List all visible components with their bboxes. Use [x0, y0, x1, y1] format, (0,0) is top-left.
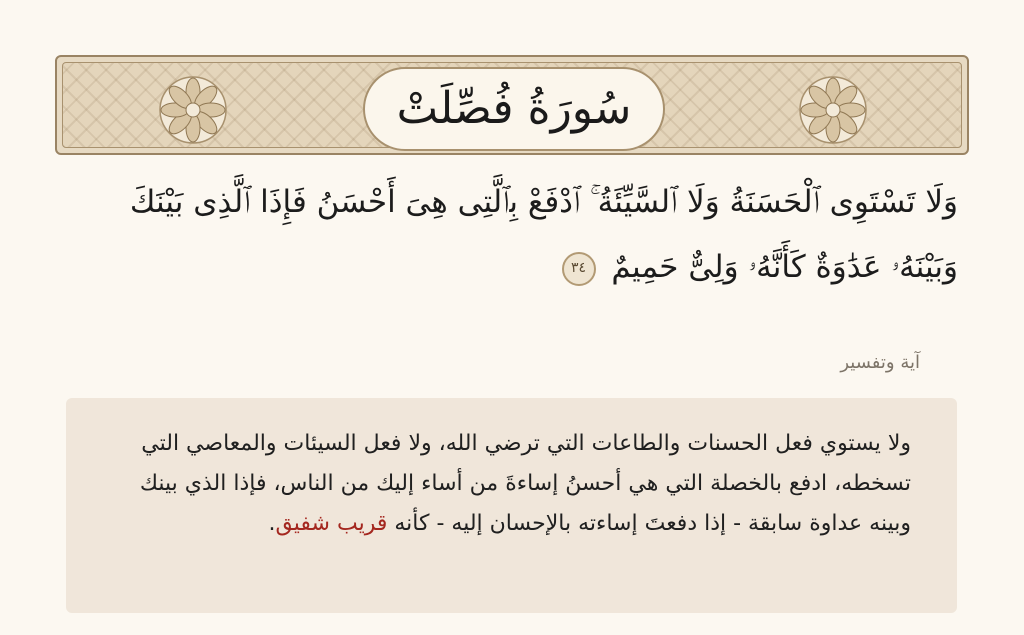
- surah-title-cartouche: [363, 67, 665, 151]
- tafsir-highlight-text: قريب شفيق: [275, 511, 388, 536]
- verse-text: وَلَا تَسْتَوِى ٱلْحَسَنَةُ وَلَا ٱلسَّيِّئَةُ ۚ ٱدْفَعْ بِٱلَّتِى هِىَ أَحْسَنُ فَإِذَا ٱلَّذِى بَيْنَكَ وَبَيْنَهُۥ عَدَٰوَةٌ كَأَنَّهُۥ وَلِىٌّ حَمِيمٌ: [129, 184, 958, 285]
- tafsir-card: [66, 398, 957, 613]
- right-rosette-ornament: [798, 75, 868, 145]
- surah-title: سُورَةُ فُصِّلَتْ: [396, 83, 632, 134]
- surah-header-banner: [55, 55, 969, 155]
- tafsir-text-end: .: [268, 511, 276, 536]
- verse-text-block: [60, 170, 958, 300]
- tafsir-section-label: آية وتفسير: [840, 352, 920, 373]
- left-rosette-ornament: [158, 75, 228, 145]
- tafsir-text-main: ولا يستوي فعل الحسنات والطاعات التي ترضي الله، ولا فعل السيئات والمعاصي التي تسخطه، ادفع بالخصلة التي هي أحسنُ إساءةَ من أساء إليك من الناس، فإذا الذي بينك وبينه عداوة سابقة - إذا دفعتَ إساءته بالإحسان إليه - كأنه: [139, 431, 911, 536]
- ayah-number-marker: ٣٤: [562, 252, 596, 286]
- tafsir-text: [102, 424, 911, 544]
- ornamental-frame: [62, 62, 962, 148]
